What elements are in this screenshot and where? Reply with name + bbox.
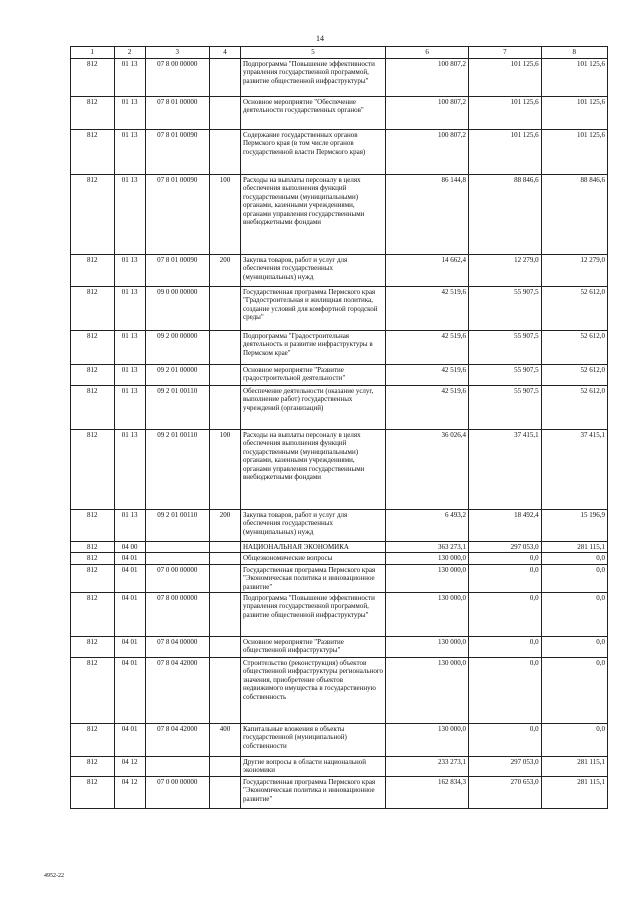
item-name-cell: Содержание государственных органов Пермского края (в том числе органов государственной власти Пермского края) xyxy=(240,130,385,175)
table-row xyxy=(71,510,608,542)
target-article-cell: 07 0 00 00000 xyxy=(145,564,209,592)
table-row xyxy=(71,553,608,564)
item-name-cell: Строительство (реконструкция) объектов общественной инфраструктуры регионального значения, приобретение объектов недвижимого имущества в государственную собственность xyxy=(240,658,385,724)
item-name-cell: Государственная программа Пермского края "Экономическая политика и инновационное развитие" xyxy=(240,777,385,809)
item-name-cell: НАЦИОНАЛЬНАЯ ЭКОНОМИКА xyxy=(240,542,385,553)
footer-code: 4952-22 xyxy=(44,873,64,879)
amount-col7-cell: 0,0 xyxy=(469,637,542,658)
amount-col7-cell: 55 907,5 xyxy=(469,386,542,430)
expense-type-cell xyxy=(209,365,240,386)
grbs-code-cell: 812 xyxy=(71,553,115,564)
amount-col6-cell: 42 519,6 xyxy=(386,365,469,386)
target-article-cell: 07 0 00 00000 xyxy=(145,777,209,809)
expense-type-cell: 100 xyxy=(209,430,240,510)
amount-col7-cell: 101 125,6 xyxy=(469,130,542,175)
section-code-cell: 04 12 xyxy=(114,777,145,809)
target-article-cell: 09 0 00 00000 xyxy=(145,287,209,331)
amount-col8-cell: 52 612,0 xyxy=(541,331,607,365)
target-article-cell: 07 8 00 00000 xyxy=(145,593,209,637)
table-row xyxy=(71,175,608,255)
target-article-cell xyxy=(145,542,209,553)
section-code-cell: 01 13 xyxy=(114,255,145,287)
item-name-cell: Другие вопросы в области национальной экономики xyxy=(240,757,385,777)
amount-col7-cell: 297 053,0 xyxy=(469,757,542,777)
table-row xyxy=(71,637,608,658)
expense-type-cell xyxy=(209,542,240,553)
table-row xyxy=(71,658,608,724)
column-header: 8 xyxy=(541,47,607,59)
column-header: 4 xyxy=(209,47,240,59)
amount-col8-cell: 0,0 xyxy=(541,593,607,637)
column-header: 2 xyxy=(114,47,145,59)
grbs-code-cell: 812 xyxy=(71,510,115,542)
amount-col6-cell: 363 273,1 xyxy=(386,542,469,553)
grbs-code-cell: 812 xyxy=(71,255,115,287)
amount-col7-cell: 55 907,5 xyxy=(469,365,542,386)
item-name-cell: Государственная программа Пермского края "Экономическая политика и инновационное развитие" xyxy=(240,564,385,592)
item-name-cell: Государственная программа Пермского края "Градостроительная и жилищная политика, создание условий для комфортной городской среды" xyxy=(240,287,385,331)
table-row xyxy=(71,97,608,130)
table-row xyxy=(71,287,608,331)
grbs-code-cell: 812 xyxy=(71,430,115,510)
section-code-cell: 01 13 xyxy=(114,430,145,510)
amount-col8-cell: 15 196,9 xyxy=(541,510,607,542)
target-article-cell: 09 2 01 00000 xyxy=(145,365,209,386)
table-row xyxy=(71,542,608,553)
amount-col8-cell: 281 115,1 xyxy=(541,777,607,809)
amount-col7-cell: 18 492,4 xyxy=(469,510,542,542)
amount-col7-cell: 0,0 xyxy=(469,593,542,637)
grbs-code-cell: 812 xyxy=(71,564,115,592)
budget-table xyxy=(70,46,608,809)
grbs-code-cell: 812 xyxy=(71,637,115,658)
section-code-cell: 04 01 xyxy=(114,593,145,637)
item-name-cell: Закупка товаров, работ и услуг для обеспечения государственных (муниципальных) нужд xyxy=(240,510,385,542)
table-row xyxy=(71,564,608,592)
grbs-code-cell: 812 xyxy=(71,365,115,386)
section-code-cell: 01 13 xyxy=(114,130,145,175)
expense-type-cell xyxy=(209,564,240,592)
item-name-cell: Основное мероприятие "Обеспечение деятельности государственных органов" xyxy=(240,97,385,130)
section-code-cell: 04 01 xyxy=(114,553,145,564)
amount-col6-cell: 162 834,3 xyxy=(386,777,469,809)
amount-col7-cell: 55 907,5 xyxy=(469,331,542,365)
expense-type-cell xyxy=(209,553,240,564)
target-article-cell: 09 2 00 00000 xyxy=(145,331,209,365)
amount-col8-cell: 52 612,0 xyxy=(541,287,607,331)
expense-type-cell xyxy=(209,130,240,175)
amount-col6-cell: 130 000,0 xyxy=(386,564,469,592)
table-row xyxy=(71,386,608,430)
expense-type-cell: 100 xyxy=(209,175,240,255)
amount-col6-cell: 130 000,0 xyxy=(386,637,469,658)
amount-col7-cell: 270 653,0 xyxy=(469,777,542,809)
amount-col6-cell: 42 519,6 xyxy=(386,331,469,365)
amount-col8-cell: 281 115,1 xyxy=(541,757,607,777)
grbs-code-cell: 812 xyxy=(71,542,115,553)
amount-col6-cell: 36 026,4 xyxy=(386,430,469,510)
amount-col7-cell: 37 415,1 xyxy=(469,430,542,510)
expense-type-cell xyxy=(209,658,240,724)
section-code-cell: 01 13 xyxy=(114,175,145,255)
amount-col6-cell: 130 000,0 xyxy=(386,553,469,564)
amount-col8-cell: 0,0 xyxy=(541,658,607,724)
amount-col8-cell: 88 846,6 xyxy=(541,175,607,255)
grbs-code-cell: 812 xyxy=(71,386,115,430)
column-header: 6 xyxy=(386,47,469,59)
grbs-code-cell: 812 xyxy=(71,724,115,757)
table-row xyxy=(71,255,608,287)
amount-col7-cell: 0,0 xyxy=(469,553,542,564)
expense-type-cell xyxy=(209,59,240,97)
amount-col6-cell: 86 144,8 xyxy=(386,175,469,255)
expense-type-cell xyxy=(209,331,240,365)
target-article-cell: 07 8 04 00000 xyxy=(145,637,209,658)
expense-type-cell xyxy=(209,386,240,430)
amount-col8-cell: 101 125,6 xyxy=(541,97,607,130)
item-name-cell: Капитальные вложения в объекты государственной (муниципальной) собственности xyxy=(240,724,385,757)
amount-col8-cell: 0,0 xyxy=(541,564,607,592)
amount-col8-cell: 0,0 xyxy=(541,637,607,658)
amount-col7-cell: 0,0 xyxy=(469,564,542,592)
target-article-cell xyxy=(145,553,209,564)
column-header: 7 xyxy=(469,47,542,59)
grbs-code-cell: 812 xyxy=(71,757,115,777)
item-name-cell: Подпрограмма "Повышение эффективности управления государственной программой, развитие общественной инфраструктуры" xyxy=(240,59,385,97)
target-article-cell: 07 8 01 00090 xyxy=(145,255,209,287)
grbs-code-cell: 812 xyxy=(71,175,115,255)
amount-col6-cell: 130 000,0 xyxy=(386,724,469,757)
grbs-code-cell: 812 xyxy=(71,130,115,175)
amount-col8-cell: 0,0 xyxy=(541,724,607,757)
section-code-cell: 04 01 xyxy=(114,658,145,724)
table-row xyxy=(71,430,608,510)
target-article-cell: 09 2 01 00110 xyxy=(145,510,209,542)
amount-col8-cell: 0,0 xyxy=(541,553,607,564)
amount-col6-cell: 42 519,6 xyxy=(386,386,469,430)
table-row xyxy=(71,757,608,777)
target-article-cell: 09 2 01 00110 xyxy=(145,430,209,510)
section-code-cell: 01 13 xyxy=(114,365,145,386)
grbs-code-cell: 812 xyxy=(71,593,115,637)
section-code-cell: 01 13 xyxy=(114,97,145,130)
column-header: 3 xyxy=(145,47,209,59)
section-code-cell: 04 01 xyxy=(114,724,145,757)
target-article-cell: 07 8 00 00000 xyxy=(145,59,209,97)
amount-col6-cell: 6 493,2 xyxy=(386,510,469,542)
expense-type-cell: 200 xyxy=(209,510,240,542)
grbs-code-cell: 812 xyxy=(71,658,115,724)
expense-type-cell: 200 xyxy=(209,255,240,287)
column-header: 1 xyxy=(71,47,115,59)
amount-col8-cell: 52 612,0 xyxy=(541,386,607,430)
item-name-cell: Закупка товаров, работ и услуг для обеспечения государственных (муниципальных) нужд xyxy=(240,255,385,287)
table-row xyxy=(71,593,608,637)
amount-col7-cell: 12 279,0 xyxy=(469,255,542,287)
item-name-cell: Подпрограмма "Повышение эффективности управления государственной программой, развитие общественной инфраструктуры" xyxy=(240,593,385,637)
item-name-cell: Основное мероприятие "Развитие градостроительной деятельности" xyxy=(240,365,385,386)
target-article-cell: 09 2 01 00110 xyxy=(145,386,209,430)
section-code-cell: 01 13 xyxy=(114,59,145,97)
amount-col8-cell: 101 125,6 xyxy=(541,130,607,175)
expense-type-cell xyxy=(209,637,240,658)
grbs-code-cell: 812 xyxy=(71,287,115,331)
amount-col8-cell: 52 612,0 xyxy=(541,365,607,386)
amount-col7-cell: 297 053,0 xyxy=(469,542,542,553)
amount-col6-cell: 130 000,0 xyxy=(386,593,469,637)
expense-type-cell xyxy=(209,757,240,777)
amount-col7-cell: 0,0 xyxy=(469,724,542,757)
expense-type-cell xyxy=(209,777,240,809)
amount-col7-cell: 55 907,5 xyxy=(469,287,542,331)
section-code-cell: 01 13 xyxy=(114,331,145,365)
grbs-code-cell: 812 xyxy=(71,777,115,809)
amount-col8-cell: 281 115,1 xyxy=(541,542,607,553)
item-name-cell: Общеэкономические вопросы xyxy=(240,553,385,564)
target-article-cell: 07 8 01 00000 xyxy=(145,97,209,130)
table-row xyxy=(71,724,608,757)
item-name-cell: Основное мероприятие "Развитие общественной инфраструктуры" xyxy=(240,637,385,658)
table-row xyxy=(71,331,608,365)
item-name-cell: Подпрограмма "Градостроительная деятельность и развитие инфраструктуры в Пермском крае" xyxy=(240,331,385,365)
grbs-code-cell: 812 xyxy=(71,331,115,365)
grbs-code-cell: 812 xyxy=(71,97,115,130)
amount-col7-cell: 101 125,6 xyxy=(469,59,542,97)
section-code-cell: 04 01 xyxy=(114,637,145,658)
amount-col6-cell: 130 000,0 xyxy=(386,658,469,724)
amount-col8-cell: 101 125,6 xyxy=(541,59,607,97)
expense-type-cell xyxy=(209,97,240,130)
table-row xyxy=(71,777,608,809)
section-code-cell: 04 00 xyxy=(114,542,145,553)
grbs-code-cell: 812 xyxy=(71,59,115,97)
expense-type-cell: 400 xyxy=(209,724,240,757)
target-article-cell: 07 8 04 42000 xyxy=(145,724,209,757)
amount-col6-cell: 14 662,4 xyxy=(386,255,469,287)
section-code-cell: 04 01 xyxy=(114,564,145,592)
amount-col7-cell: 0,0 xyxy=(469,658,542,724)
column-header: 5 xyxy=(240,47,385,59)
item-name-cell: Обеспечение деятельности (оказание услуг, выполнение работ) государственных учреждений (организаций) xyxy=(240,386,385,430)
item-name-cell: Расходы на выплаты персоналу в целях обеспечения выполнения функций государственными (муниципальными) органами, казенными учреждениями, органами управления государственными внебюджетными фондами xyxy=(240,175,385,255)
section-code-cell: 04 12 xyxy=(114,757,145,777)
amount-col6-cell: 233 273,1 xyxy=(386,757,469,777)
amount-col6-cell: 100 807,2 xyxy=(386,97,469,130)
table-row xyxy=(71,365,608,386)
header-row xyxy=(71,47,608,59)
section-code-cell: 01 13 xyxy=(114,287,145,331)
amount-col6-cell: 100 807,2 xyxy=(386,130,469,175)
table-row xyxy=(71,130,608,175)
amount-col6-cell: 42 519,6 xyxy=(386,287,469,331)
table-row xyxy=(71,59,608,97)
target-article-cell: 07 8 01 00090 xyxy=(145,175,209,255)
target-article-cell: 07 8 04 42000 xyxy=(145,658,209,724)
expense-type-cell xyxy=(209,593,240,637)
amount-col6-cell: 100 807,2 xyxy=(386,59,469,97)
item-name-cell: Расходы на выплаты персоналу в целях обеспечения выполнения функций государственными (муниципальными) органами, казенными учреждениями, органами управления государственными внебюджетными фондами xyxy=(240,430,385,510)
section-code-cell: 01 13 xyxy=(114,386,145,430)
target-article-cell xyxy=(145,757,209,777)
amount-col8-cell: 37 415,1 xyxy=(541,430,607,510)
expense-type-cell xyxy=(209,287,240,331)
page-number: 14 xyxy=(316,34,324,43)
section-code-cell: 01 13 xyxy=(114,510,145,542)
amount-col7-cell: 101 125,6 xyxy=(469,97,542,130)
amount-col7-cell: 88 846,6 xyxy=(469,175,542,255)
target-article-cell: 07 8 01 00090 xyxy=(145,130,209,175)
amount-col8-cell: 12 279,0 xyxy=(541,255,607,287)
